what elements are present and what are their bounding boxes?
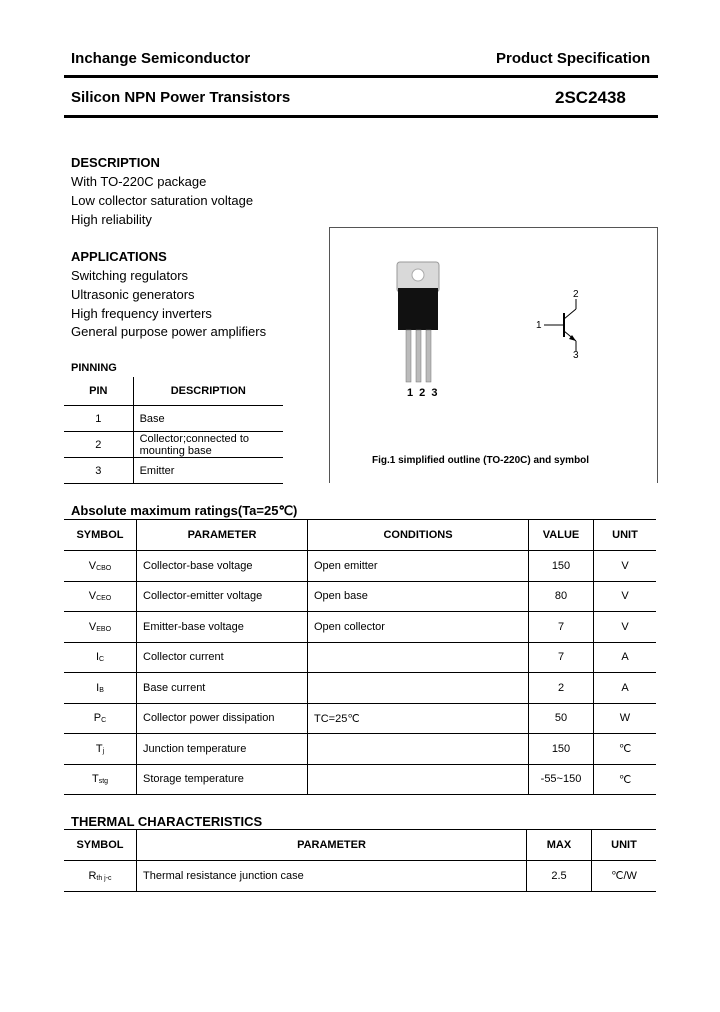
symbol-cell <box>64 581 137 612</box>
thermal-title: THERMAL CHARACTERISTICS <box>71 814 263 829</box>
unit-header: UNIT <box>592 830 657 861</box>
product-line: Silicon NPN Power Transistors <box>71 89 291 106</box>
description-item: With TO-220C package <box>71 174 207 189</box>
value-cell: 2 <box>529 673 594 704</box>
table-row <box>64 458 283 484</box>
symbol-text: I <box>95 651 99 664</box>
application-item: High frequency inverters <box>71 306 212 321</box>
symbol-text: I <box>96 681 100 694</box>
parameter-cell: Collector current <box>137 642 308 673</box>
parameter-cell: Collector power dissipation <box>137 703 308 734</box>
symbol-pin-collector: 2 <box>573 289 579 300</box>
parameter-header: PARAMETER <box>137 520 308 551</box>
applications-title: APPLICATIONS <box>71 249 167 264</box>
symbol-text: V <box>88 590 97 603</box>
ratings-title: Absolute maximum ratings(Ta=25℃) <box>71 503 298 518</box>
parameter-header: PARAMETER <box>137 830 527 861</box>
symbol-subscript: C <box>101 717 107 725</box>
unit-cell: ℃/W <box>592 861 657 892</box>
value-cell: 80 <box>529 581 594 612</box>
value-cell: 150 <box>529 734 594 765</box>
description-item: High reliability <box>71 212 152 227</box>
pin-number: 2 <box>64 432 133 458</box>
unit-cell: A <box>594 673 657 704</box>
table-row <box>64 703 656 734</box>
value-header: VALUE <box>529 520 594 551</box>
parameter-cell: Junction temperature <box>137 734 308 765</box>
conditions-cell: Open base <box>308 581 529 612</box>
value-cell: 7 <box>529 612 594 643</box>
pin-header: PIN <box>64 377 133 406</box>
conditions-cell: TC=25℃ <box>308 703 529 734</box>
symbol-text: R <box>88 869 97 882</box>
table-row <box>64 551 656 582</box>
pin-number: 1 <box>64 406 133 432</box>
table-row <box>64 581 656 612</box>
table-row <box>64 861 656 892</box>
symbol-cell <box>64 673 137 704</box>
value-cell: -55~150 <box>529 764 594 795</box>
ratings-table <box>64 519 656 795</box>
symbol-cell <box>64 764 137 795</box>
symbol-cell <box>64 612 137 643</box>
figure-frame <box>329 227 658 483</box>
conditions-cell: Open collector <box>308 612 529 643</box>
unit-cell: W <box>594 703 657 734</box>
unit-cell: ℃ <box>594 764 657 795</box>
application-item: General purpose power amplifiers <box>71 324 267 339</box>
symbol-cell <box>64 642 137 673</box>
symbol-text: V <box>88 620 97 633</box>
symbol-text: P <box>93 712 102 725</box>
symbol-cell <box>64 703 137 734</box>
value-cell: 7 <box>529 642 594 673</box>
symbol-header: SYMBOL <box>64 520 137 551</box>
symbol-subscript: CEO <box>96 595 112 603</box>
symbol-subscript: stg <box>98 778 109 786</box>
package-pin-numbers: 1 2 3 <box>407 387 438 399</box>
symbol-subscript: th j-c <box>96 874 112 882</box>
parameter-cell: Thermal resistance junction case <box>137 861 527 892</box>
symbol-cell <box>64 734 137 765</box>
symbol-text: T <box>91 773 99 786</box>
table-row <box>64 673 656 704</box>
conditions-cell: Open emitter <box>308 551 529 582</box>
table-row <box>64 764 656 795</box>
max-header: MAX <box>527 830 592 861</box>
table-row <box>64 734 656 765</box>
table-row <box>64 432 283 458</box>
pin-description-header: DESCRIPTION <box>133 377 283 406</box>
application-item: Ultrasonic generators <box>71 287 195 302</box>
conditions-cell <box>308 673 529 704</box>
max-cell: 2.5 <box>527 861 592 892</box>
symbol-subscript: j <box>102 747 105 755</box>
symbol-subscript: C <box>99 656 105 664</box>
symbol-cell <box>64 551 137 582</box>
symbol-subscript: EBO <box>96 625 112 633</box>
parameter-cell: Emitter-base voltage <box>137 612 308 643</box>
to220-package-image <box>380 258 460 388</box>
symbol-pin-emitter: 3 <box>573 350 579 361</box>
value-cell: 50 <box>529 703 594 734</box>
description-item: Low collector saturation voltage <box>71 193 254 208</box>
table-row <box>64 642 656 673</box>
symbol-text: V <box>88 559 97 572</box>
pinning-table <box>64 377 283 484</box>
conditions-cell <box>308 764 529 795</box>
parameter-cell: Collector-emitter voltage <box>137 581 308 612</box>
parameter-cell: Base current <box>137 673 308 704</box>
conditions-header: CONDITIONS <box>308 520 529 551</box>
thermal-table <box>64 829 656 892</box>
conditions-cell <box>308 734 529 765</box>
unit-cell: V <box>594 612 657 643</box>
header-rule-top <box>64 75 658 78</box>
value-cell: 150 <box>529 551 594 582</box>
spec-label: Product Specification <box>496 50 651 67</box>
symbol-text: T <box>95 742 103 755</box>
symbol-header: SYMBOL <box>64 830 137 861</box>
description-title: DESCRIPTION <box>71 155 160 170</box>
application-item: Switching regulators <box>71 268 189 283</box>
header-rule-bottom <box>64 115 658 118</box>
symbol-cell <box>64 861 137 892</box>
conditions-cell <box>308 642 529 673</box>
symbol-subscript: B <box>99 686 104 694</box>
pin-description: Collector;connected to mounting base <box>133 432 283 458</box>
company-name: Inchange Semiconductor <box>71 50 251 67</box>
unit-cell: V <box>594 551 657 582</box>
table-row <box>64 612 656 643</box>
pinning-title: PINNING <box>71 362 117 374</box>
part-number: 2SC2438 <box>555 88 626 107</box>
unit-header: UNIT <box>594 520 657 551</box>
pin-description: Emitter <box>133 458 283 484</box>
pin-number: 3 <box>64 458 133 484</box>
table-row <box>64 406 283 432</box>
unit-cell: V <box>594 581 657 612</box>
unit-cell: ℃ <box>594 734 657 765</box>
parameter-cell: Storage temperature <box>137 764 308 795</box>
pin-description: Base <box>133 406 283 432</box>
parameter-cell: Collector-base voltage <box>137 551 308 582</box>
unit-cell: A <box>594 642 657 673</box>
symbol-subscript: CBO <box>96 564 112 572</box>
figure-caption: Fig.1 simplified outline (TO-220C) and symbol <box>372 455 590 466</box>
symbol-pin-base: 1 <box>536 320 542 331</box>
